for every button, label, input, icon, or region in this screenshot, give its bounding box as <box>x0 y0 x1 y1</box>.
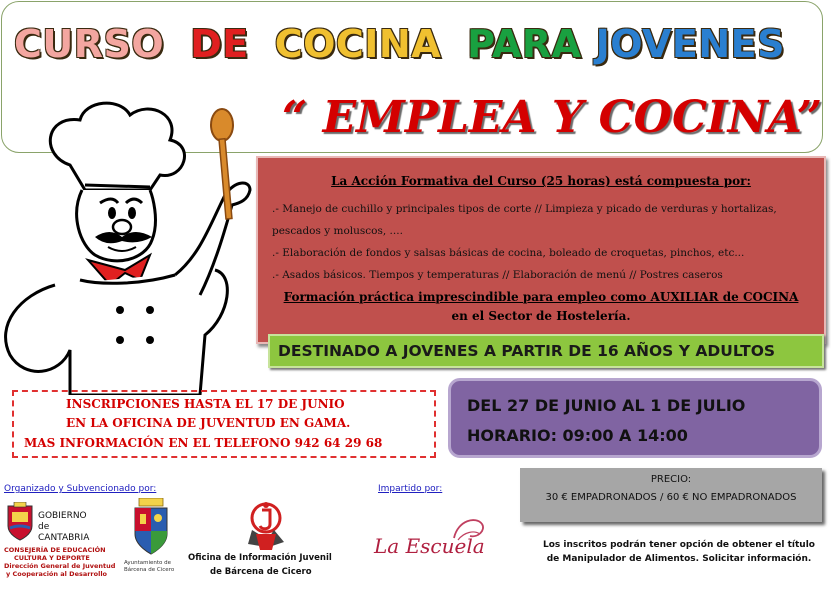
practice-line-2: en el Sector de Hostelería. <box>451 309 631 323</box>
title-word-curso: CURSO <box>14 22 165 66</box>
escuela-logo: La Escuela <box>374 534 485 558</box>
content-line-4: .- Asados básicos. Tiempos y temperaturas // Elaboración de menú // Postres caseros <box>272 269 723 281</box>
inscription-line-1: INSCRIPCIONES HASTA EL 17 DE JUNIO <box>66 397 345 411</box>
content-line-3: .- Elaboración de fondos y salsas básicas de cocina, boleado de croquetas, pinchos, etc... <box>272 247 745 259</box>
note-line-1: Los inscritos podrán tener opción de obtener el título <box>543 540 815 550</box>
consejeria-line-4: y Cooperación al Desarrollo <box>6 570 108 578</box>
gobierno-line-2: de <box>38 522 50 532</box>
inscription-line-2: EN LA OFICINA DE JUVENTUD EN GAMA. <box>66 416 351 430</box>
oij-mascot-icon <box>244 500 288 552</box>
program-subtitle: “ EMPLEA Y COCINA” <box>282 92 823 143</box>
inscription-box <box>12 390 436 458</box>
course-content-box <box>256 156 826 344</box>
price-box <box>520 468 822 522</box>
price-value: 30 € EMPADRONADOS / 60 € NO EMPADRONADOS <box>545 492 797 503</box>
content-line-2: pescados y moluscos, .... <box>272 225 403 237</box>
gobierno-line-1: GOBIERNO <box>38 511 87 521</box>
oficina-line-2: de Bárcena de Cicero <box>210 567 312 577</box>
title-word-para: PARA <box>467 22 582 66</box>
ayuntamiento-line-2: Bárcena de Cicero <box>124 567 175 573</box>
organizers-label: Organizado y Subvencionado por: <box>4 484 157 494</box>
gobierno-line-3: CANTABRIA <box>38 533 90 543</box>
title-word-jovenes: JOVENES <box>595 22 786 66</box>
consejeria-line-3: Dirección General de Juventud <box>4 562 116 570</box>
note-line-2: de Manipulador de Alimentos. Solicitar información. <box>546 554 812 564</box>
audience-banner: DESTINADO A JOVENES A PARTIR DE 16 AÑOS Y ADULTOS <box>268 334 824 368</box>
taught-by-label: Impartido por: <box>378 484 443 494</box>
practice-line-1: Formación práctica imprescindible para empleo como AUXILIAR de COCINA <box>283 290 799 304</box>
course-title <box>14 22 814 72</box>
course-content-heading: La Acción Formativa del Curso (25 horas) está compuesta por: <box>331 174 751 188</box>
schedule-dates: DEL 27 DE JUNIO AL 1 DE JULIO <box>467 396 746 415</box>
chef-illustration <box>0 95 260 395</box>
cantabria-crest-icon <box>6 502 34 542</box>
schedule-box <box>448 378 822 458</box>
oficina-line-1: Oficina de Información Juvenil <box>188 553 332 563</box>
title-word-cocina: COCINA <box>274 22 442 66</box>
content-line-1: .- Manejo de cuchillo y principales tipos de corte // Limpieza y picado de verduras y hortalizas, <box>272 203 777 215</box>
barcena-crest-icon <box>132 498 170 556</box>
title-word-de: DE <box>190 22 249 66</box>
consejeria-line-2: CULTURA Y DEPORTE <box>14 554 90 562</box>
certificate-note <box>534 538 824 566</box>
inscription-line-3: MAS INFORMACIÓN EN EL TELEFONO 942 64 29 68 <box>24 436 383 450</box>
consejeria-line-1: CONSEJERÍA DE EDUCACIÓN <box>4 546 106 554</box>
schedule-hours: HORARIO: 09:00 A 14:00 <box>467 426 688 445</box>
price-label: PRECIO: <box>650 474 692 485</box>
ayuntamiento-line-1: Ayuntamiento de <box>124 560 172 566</box>
